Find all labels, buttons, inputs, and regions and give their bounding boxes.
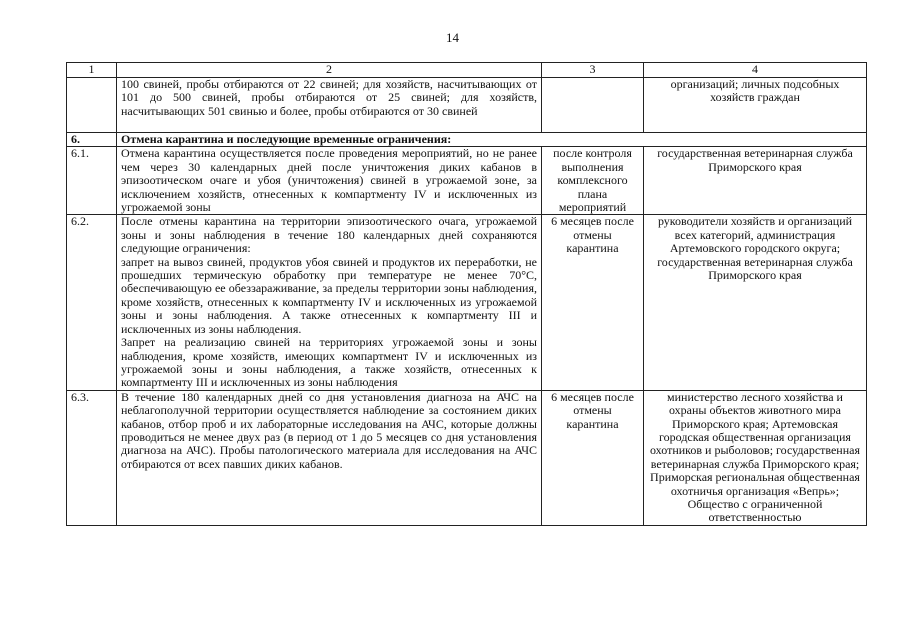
term-cell: 6 месяцев после отмены карантина [542, 215, 644, 390]
column-header: 1 [67, 63, 117, 78]
page-number: 14 [446, 30, 459, 45]
table-row [67, 147, 867, 215]
measure-text: Отмена карантина осуществляется после проведения мероприятий, но не ранее чем через 30 календарных дней после уничтожения диких кабанов в эпизоотическом очаге и убоя (уничтожения) свиней в угрожаемой зоне, за исключением хозяйств, отнесенных к компартменту IV и исключенных из угрожаемой зоны [117, 147, 542, 215]
table-row [67, 78, 867, 133]
table-row [67, 215, 867, 390]
section-number: 6. [67, 133, 117, 147]
measures-table [66, 62, 867, 526]
responsible-cell: государственная ветеринарная служба Приморского края [644, 147, 867, 215]
row-number [67, 78, 117, 133]
responsible-cell: руководители хозяйств и организаций всех категорий, администрация Артемовского городского округа; государственная ветеринарная служба Приморского края [644, 215, 867, 390]
table-row [67, 390, 867, 525]
row-number: 6.3. [67, 390, 117, 525]
term-cell [542, 78, 644, 133]
column-header: 4 [644, 63, 867, 78]
column-header: 3 [542, 63, 644, 78]
measure-paragraph: запрет на вывоз свиней, продуктов убоя свиней и продуктов их переработки, не прошедших термическую обработку при температуре не менее 70°С, обеспечивающую ее обеззараживание, за пределы территории зоны наблюдения, кроме хозяйств, отнесенных к компартменту IV и исключенных из угрожаемой зоны и зоны наблюдения. А также отнесенных к компартменту III и исключенных из зоны наблюдения. [121, 254, 537, 336]
column-header: 2 [117, 63, 542, 78]
responsible-cell: организаций; личных подсобных хозяйств граждан [644, 78, 867, 133]
measure-paragraph: Запрет на реализацию свиней на территориях угрожаемой зоны и зоны наблюдения, кроме хозяйств, имеющих компартмент IV и исключенных из угрожаемой зоны и зоны наблюдения, а также хозяйств, отнесенных к компартменту III и исключенных из зоны наблюдения [121, 335, 537, 390]
term-cell: 6 месяцев после отмены карантина [542, 390, 644, 525]
measure-paragraph: После отмены карантина на территории эпизоотического очага, угрожаемой зоны и зоны наблюдения в течение 180 календарных дней сохраняются следующие ограничения: [121, 214, 537, 256]
measure-text: 100 свиней, пробы отбираются от 22 свиней; для хозяйств, насчитывающих от 101 до 500 свиней, пробы отбираются от 25 свиней; для хозяйств, насчитывающих 501 свинью и более, пробы отбираются от 30 свиней [117, 78, 542, 133]
section-row [67, 133, 867, 147]
section-title: Отмена карантина и последующие временные ограничения: [117, 133, 867, 147]
row-number: 6.1. [67, 147, 117, 215]
table-header-row [67, 63, 867, 78]
term-cell: после контроля выполнения комплексного плана мероприятий [542, 147, 644, 215]
measure-text: В течение 180 календарных дней со дня установления диагноза на АЧС на неблагополучной территории осуществляется наблюдение за состоянием диких кабанов, отбор проб и их лабораторные исследования на АЧС, которые должны проводиться не менее двух раз (в период от 1 до 5 месяцев со дня установления диагноза на АЧС). Пробы патологического материала для исследования на АЧС отбираются от всех павших диких кабанов. [117, 390, 542, 525]
responsible-cell: министерство лесного хозяйства и охраны объектов животного мира Приморского края; Артемовская городская общественная организация охотников и рыболовов; государственная ветеринарная служба Приморского края; Приморская региональная общественная охотничья организация «Вепрь»; Общество с ограниченной ответственностью [644, 390, 867, 525]
row-number: 6.2. [67, 215, 117, 390]
measure-text [117, 215, 542, 390]
